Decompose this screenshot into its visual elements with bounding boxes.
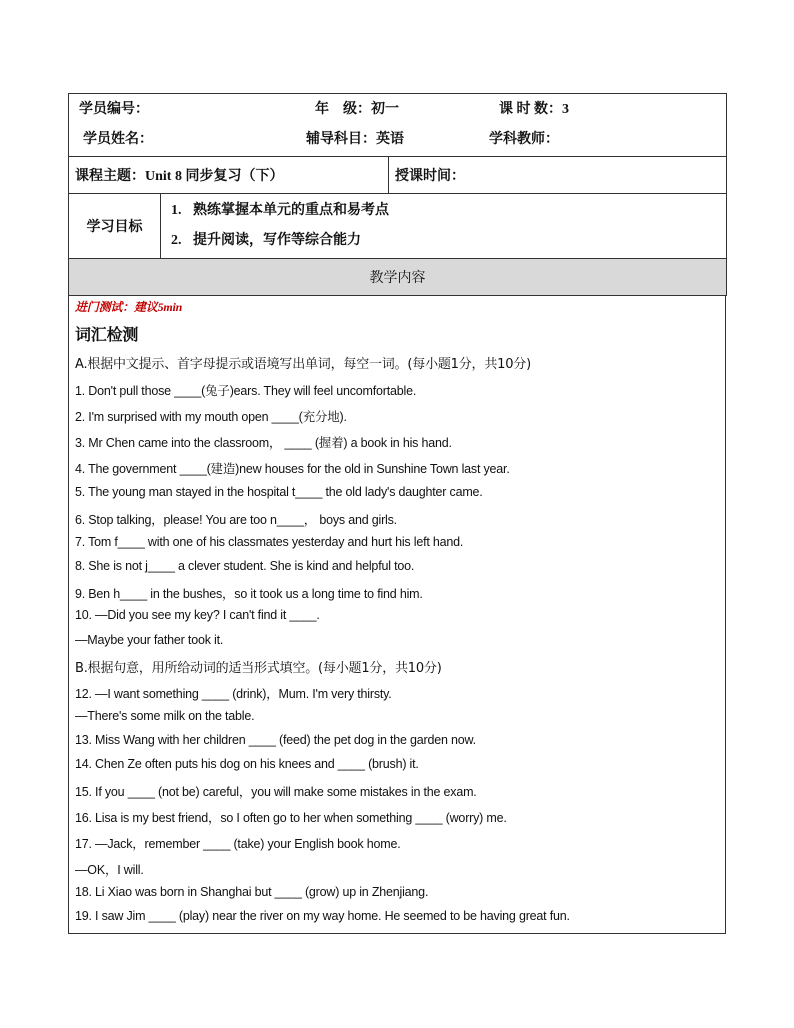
exercise-area bbox=[68, 296, 726, 934]
question-item: 15. If you ____ (not be) careful，you will make some mistakes in the exam. bbox=[75, 785, 477, 799]
question-item: 12. —I want something ____ (drink)，Mum. I'm very thirsty. bbox=[75, 687, 392, 701]
part-a-instruction: A.根据中文提示、首字母提示或语境写出单词，每空一词。(每小题1分，共10分) bbox=[75, 357, 531, 372]
goal-item: 1. 熟练掌握本单元的重点和易考点 bbox=[171, 203, 389, 218]
lessons-label: 课 时 数：3 bbox=[499, 102, 569, 117]
grade-label: 年 级：初一 bbox=[315, 102, 399, 117]
content-heading: 教学内容 bbox=[69, 259, 727, 296]
student-no-label: 学员编号： bbox=[79, 102, 149, 117]
question-item: 6. Stop talking，please! You are too n____， boys and girls. bbox=[75, 513, 397, 527]
goal-label: 学习目标 bbox=[69, 194, 161, 259]
question-item: —There's some milk on the table. bbox=[75, 709, 255, 723]
question-item: 5. The young man stayed in the hospital t____ the old lady's daughter came. bbox=[75, 485, 483, 499]
question-item: 8. She is not j____ a clever student. She is kind and helpful too. bbox=[75, 559, 415, 573]
question-item: 4. The government ____(建造)new houses for the old in Sunshine Town last year. bbox=[75, 462, 510, 476]
question-item: 16. Lisa is my best friend，so I often go to her when something ____ (worry) me. bbox=[75, 811, 507, 825]
question-item: 9. Ben h____ in the bushes，so it took us a long time to find him. bbox=[75, 587, 423, 601]
question-item: 10. —Did you see my key? I can't find it ____. bbox=[75, 608, 320, 622]
question-item: 3. Mr Chen came into the classroom， ____ (握着) a book in his hand. bbox=[75, 436, 452, 450]
question-item: 7. Tom f____ with one of his classmates yesterday and hurt his left hand. bbox=[75, 535, 464, 549]
question-item: 18. Li Xiao was born in Shanghai but ____ (grow) up in Zhenjiang. bbox=[75, 885, 429, 899]
student-info-cell bbox=[69, 94, 727, 157]
question-item: 19. I saw Jim ____ (play) near the river on my way home. He seemed to be having great fun. bbox=[75, 909, 570, 923]
goal-list bbox=[161, 194, 727, 259]
question-item: 2. I'm surprised with my mouth open ____(充分地). bbox=[75, 410, 347, 424]
question-item: 1. Don't pull those ____(兔子)ears. They will feel uncomfortable. bbox=[75, 384, 417, 398]
question-item: —Maybe your father took it. bbox=[75, 633, 224, 647]
class-time-label: 授课时间： bbox=[389, 157, 727, 194]
question-item: 13. Miss Wang with her children ____ (feed) the pet dog in the garden now. bbox=[75, 733, 476, 747]
student-name-label: 学员姓名： bbox=[83, 132, 153, 147]
section-title: 词汇检测 bbox=[75, 325, 139, 344]
course-topic: 课程主题：Unit 8 同步复习（下） bbox=[69, 157, 389, 194]
question-item: 14. Chen Ze often puts his dog on his knees and ____ (brush) it. bbox=[75, 757, 419, 771]
subject-label: 辅导科目：英语 bbox=[306, 132, 404, 147]
time-tip: 进门测试：建议5min bbox=[75, 300, 183, 314]
question-item: 17. —Jack，remember ____ (take) your English book home. bbox=[75, 837, 401, 851]
part-b-instruction: B.根据句意，用所给动词的适当形式填空。(每小题1分，共10分) bbox=[75, 661, 442, 676]
teacher-label: 学科教师： bbox=[489, 132, 559, 147]
question-item: —OK，I will. bbox=[75, 863, 144, 877]
header-table bbox=[68, 93, 727, 296]
goal-item: 2. 提升阅读，写作等综合能力 bbox=[171, 233, 361, 248]
lesson-sheet bbox=[68, 93, 726, 934]
